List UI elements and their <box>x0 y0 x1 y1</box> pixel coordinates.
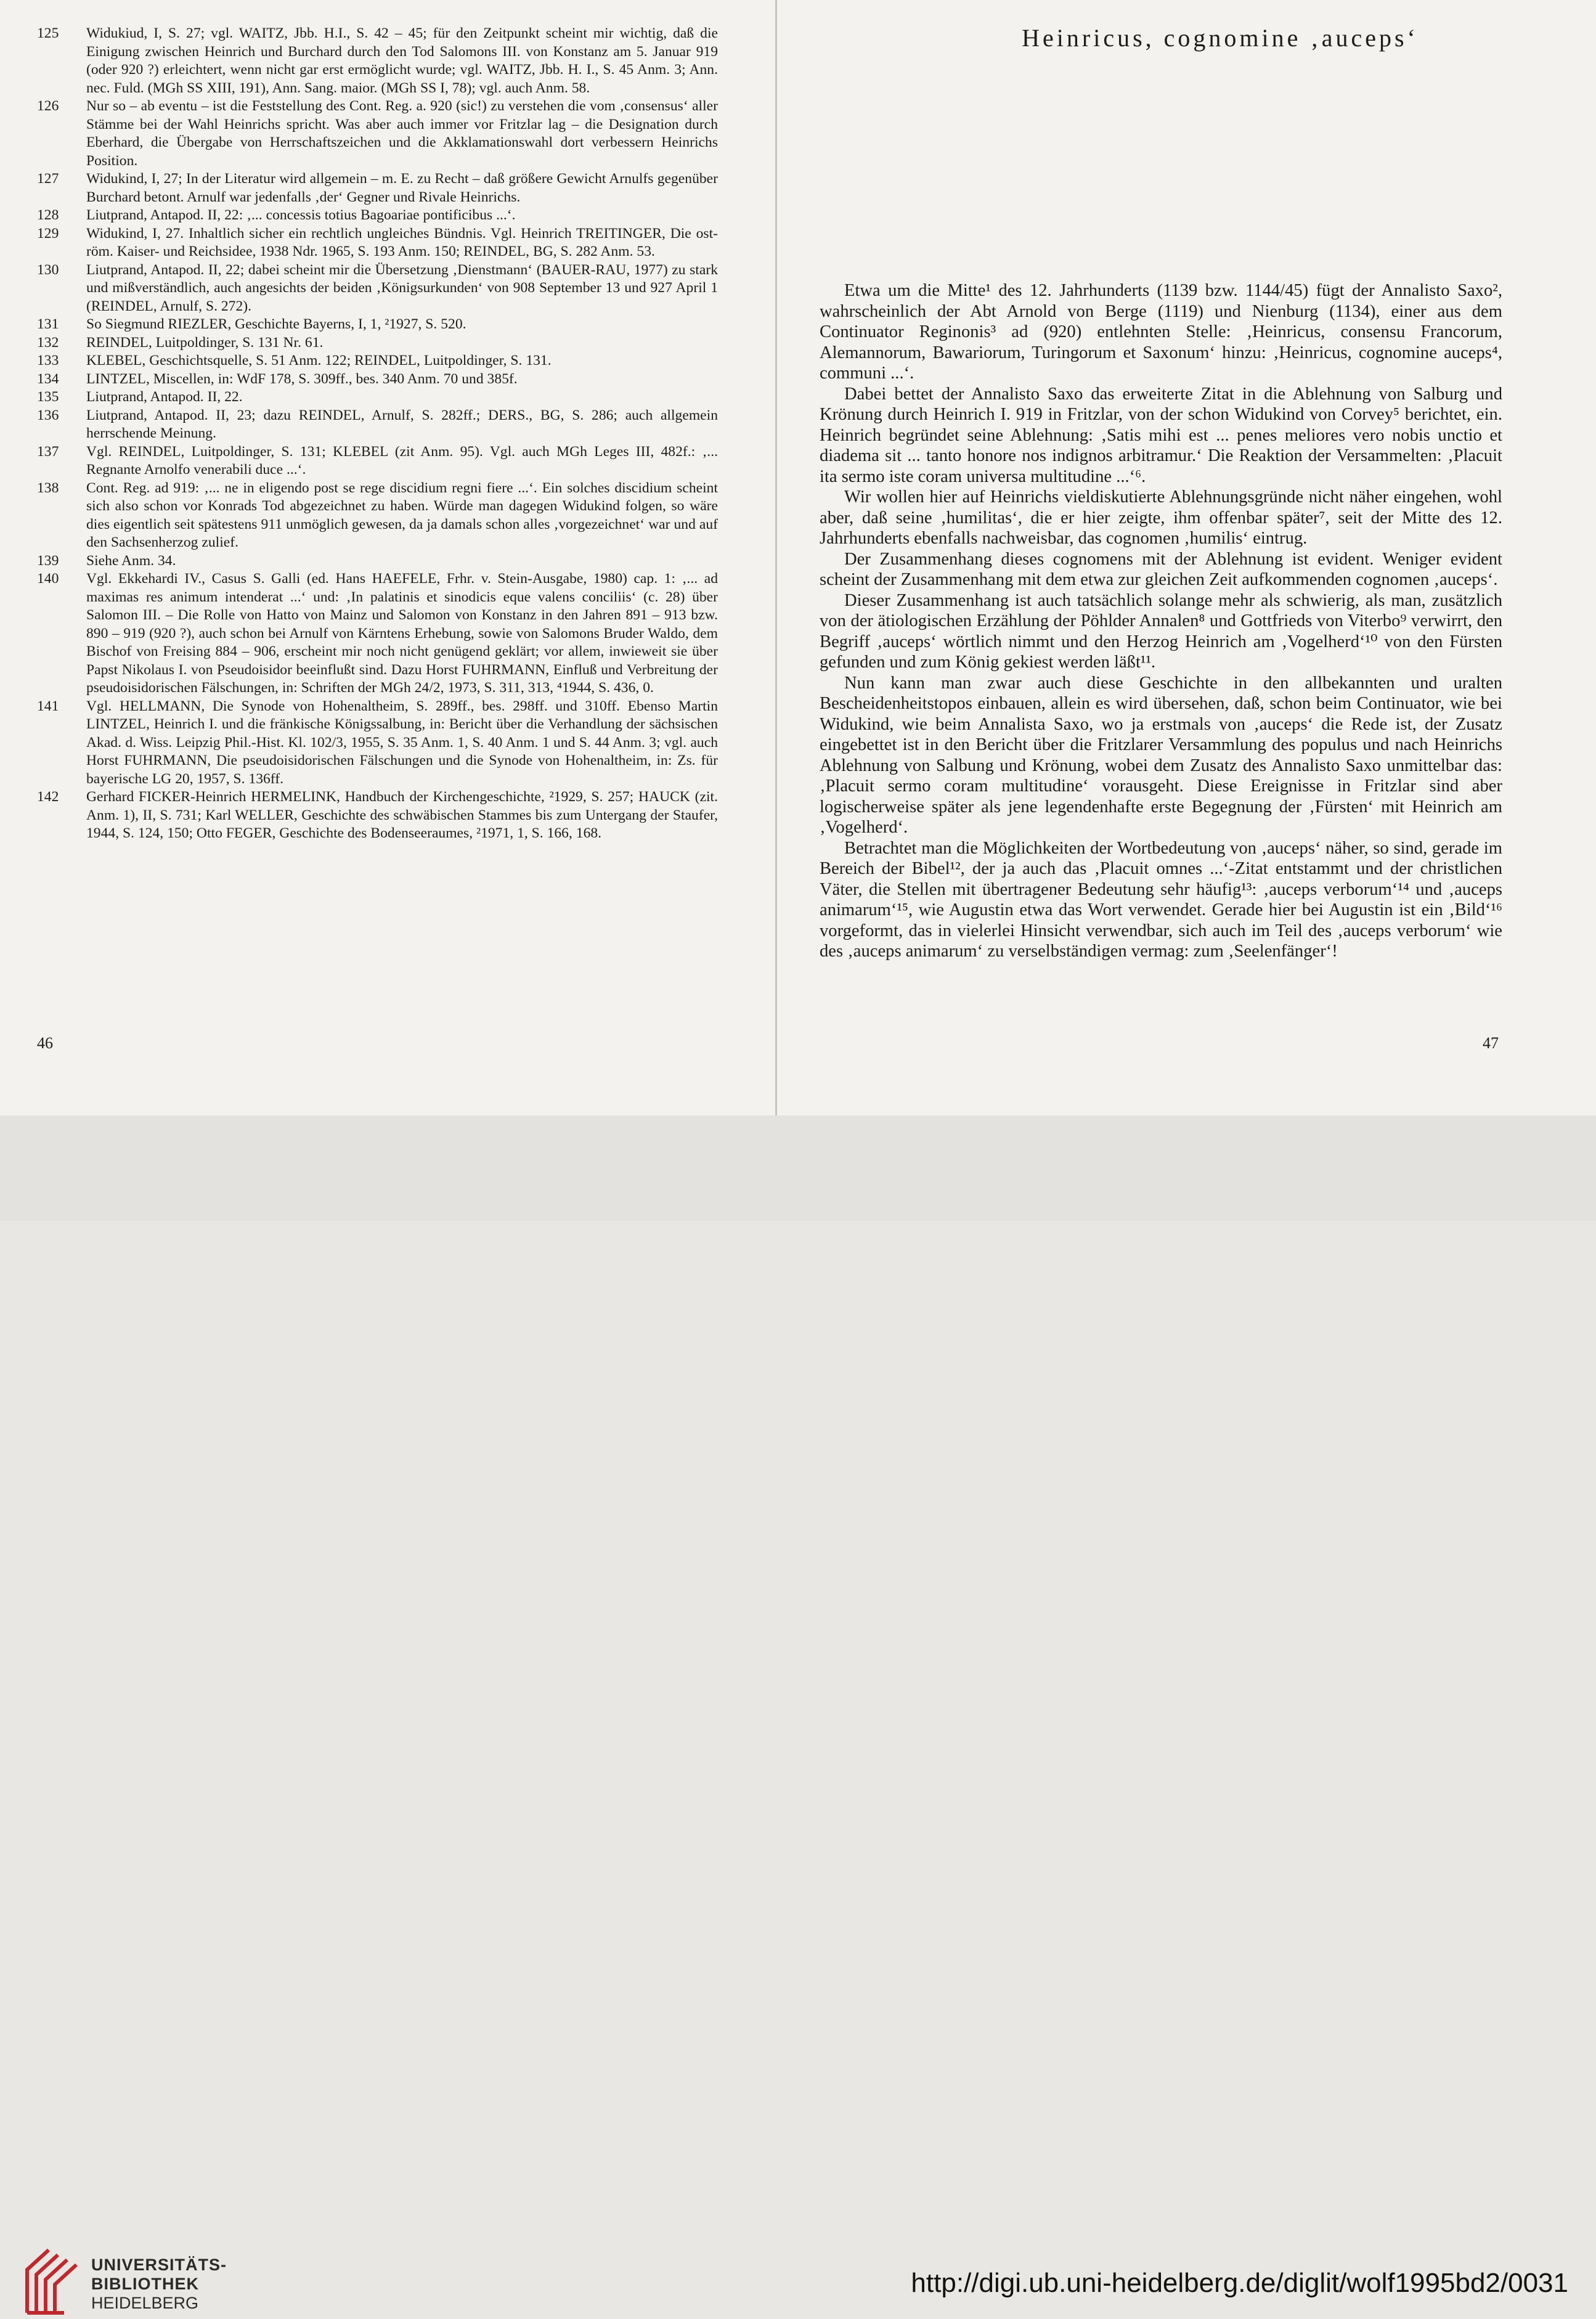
library-name <box>91 2256 227 2313</box>
body-paragraph: Dieser Zusammenhang ist auch tatsächlich solange mehr als schwierig, als man, zusätzlich von der ätiologischen Erzählung der Pöhlder Annalen⁸ und Gottfrieds von Viterbo⁹ verwirrt, den Begriff ‚auceps‘ wörtlich nimmt und den Herzog Heinrich am ‚Vogelherd‘¹⁰ von den Fürsten gefunden und zum König gekiest werden läßt¹¹. <box>820 590 1502 672</box>
footnote-number: 136 <box>37 407 59 423</box>
footnote-text: Widukind, I, 27. Inhaltlich sicher ein rechtlich ungleiches Bündnis. Vgl. Heinrich TREITINGER, Die ost-röm. Kaiser- und Reichsidee, 1938 Ndr. 1965, S. 193 Anm. 150; REINDEL, BG, S. 282 Anm. 53. <box>86 225 718 259</box>
footnote <box>37 206 718 225</box>
footnote <box>37 97 718 170</box>
footnote-number: 135 <box>37 389 59 405</box>
footnote-number: 131 <box>37 316 59 332</box>
running-head: Heinricus, cognomine ‚auceps‘ <box>1022 24 1419 52</box>
footnote <box>37 370 718 389</box>
right-page-number: 47 <box>1483 1034 1499 1052</box>
footnote <box>37 334 718 353</box>
left-page-footnotes <box>37 25 718 843</box>
footnote-text: Gerhard FICKER-Heinrich HERMELINK, Handbuch der Kirchengeschichte, ²1929, S. 257; HAUCK (zit. Anm. 1), II, S. 731; Karl WELLER, Geschichte des schwäbischen Stammes bis zum Untergang der Staufer, 1944, S. 124, 150; Otto FEGER, Geschichte des Bodenseeraumes, ²1971, 1, S. 166, 168. <box>86 789 718 841</box>
footnote <box>37 352 718 370</box>
footnote-text: KLEBEL, Geschichtsquelle, S. 51 Anm. 122; REINDEL, Luitpoldinger, S. 131. <box>86 353 552 369</box>
footnote-text: Nur so – ab eventu – ist die Feststellung des Cont. Reg. a. 920 (sic!) zu verstehen die vom ‚consensus‘ aller Stämme bei der Wahl Heinrichs spricht. Was aber auch immer vor Fritzlar lag – die Designation durch Eberhard, die Übergabe von Herrschaftszeichen und die Akklamationswahl dort verbessern Heinrichs Position. <box>86 98 718 169</box>
footnote-text: Vgl. REINDEL, Luitpoldinger, S. 131; KLEBEL (zit Anm. 95). Vgl. auch MGh Leges III, 482f.: ‚... Regnante Arnolfo venerabili duce ...‘. <box>86 443 718 478</box>
page-url-link[interactable]: http://digi.ub.uni-heidelberg.de/diglit/wolf1995bd2/0031 <box>911 2268 1568 2298</box>
footnote-number: 129 <box>37 225 59 242</box>
footnote-text: Widukiud, I, S. 27; vgl. WAITZ, Jbb. H.I., S. 42 – 45; für den Zeitpunkt scheint mir wichtig, daß die Einigung zwischen Heinrich und Burchard durch den Tod Salomons III. von Konstanz am 5. Januar 919 (oder 920 ?) erleichtert, wenn nicht gar erst ermöglicht wurde; vgl. WAITZ, Jbb. H. I., S. 45 Anm. 3; Ann. nec. Fuld. (MGh SS XIII, 191), Ann. Sang. maior. (MGh SS I, 78); vgl. auch Anm. 58. <box>86 25 718 96</box>
footnote-text: LINTZEL, Miscellen, in: WdF 178, S. 309ff., bes. 340 Anm. 70 und 385f. <box>86 370 518 387</box>
body-paragraph: Dabei bettet der Annalisto Saxo das erweiterte Zitat in die Ablehnung von Salburg und Krönung durch Heinrich I. 919 in Fritzlar, von der schon Widukind von Corvey⁵ berichtet, ein. Heinrich begründet seine Ablehnung: ‚Satis mihi est ... penes meliores vero nobis unctio et diadema sit ... tanto honore nos indignos arbitramur.‘ Die Reaktion der Versammelten: ‚Placuit ita sermo iste coram universa multitudine ...‘⁶. <box>820 384 1502 486</box>
footnote <box>37 788 718 843</box>
footnote-text: Vgl. Ekkehardi IV., Casus S. Galli (ed. Hans HAEFELE, Frhr. v. Stein-Ausgabe, 1980) cap. 1: ‚... ad maximas res animum intenderat ...‘ und: ‚In palatinis et sinodicis eque valens conciliis‘ (c. 28) über Salomon III. – Die Rolle von Hatto von Mainz und Salomon von Konstanz in den Jahren 891 – 913 bzw. 890 – 919 (920 ?), auch schon bei Arnulf von Kärntens Erhebung, sowie von Salomons Bruder Waldo, dem Bischof von Freising 884 – 906, erscheint mir noch nicht genügend geklärt; vor allem, inwieweit sie über Papst Nikolaus I. von Pseudoisidor beeinflußt sind. Dazu Horst FUHRMANN, Einfluß und Verbreitung der pseudoisidorischen Fälschungen, in: Schriften der MGh 24/2, 1973, S. 311, 313, ⁴1944, S. 436, 0. <box>86 571 718 696</box>
footnote-number: 134 <box>37 370 59 387</box>
footnote-text: So Siegmund RIEZLER, Geschichte Bayerns, I, 1, ²1927, S. 520. <box>86 316 466 332</box>
footnote-text: Siehe Anm. 34. <box>86 552 176 569</box>
footnote-text: Liutprand, Antapod. II, 23; dazu REINDEL, Arnulf, S. 282ff.; DERS., BG, S. 286; auch allgemein herrschende Meinung. <box>86 407 718 441</box>
footnote-text: Liutprand, Antapod. II, 22. <box>86 389 243 405</box>
library-logo-icon <box>21 2245 89 2319</box>
footnote <box>37 552 718 571</box>
footnote <box>37 407 718 443</box>
footnote-number: 132 <box>37 334 59 351</box>
footnote-number: 139 <box>37 552 59 569</box>
library-name-line1: UNIVERSITÄTS- <box>91 2256 227 2274</box>
footnote <box>37 443 718 479</box>
right-page-body <box>820 280 1502 962</box>
footnote-number: 138 <box>37 479 59 496</box>
footnote-number: 126 <box>37 98 59 114</box>
footnote <box>37 261 718 316</box>
footnote <box>37 25 718 97</box>
book-spread <box>0 0 1596 1115</box>
body-paragraph: Betrachtet man die Möglichkeiten der Wortbedeutung von ‚auceps‘ näher, so sind, gerade im Bereich der Bibel¹², der ja auch das ‚Placuit omnes ...‘-Zitat entstammt und der christlichen Väter, die Stellen mit übertragener Bedeutung sehr häufig¹³: ‚auceps verborum‘¹⁴ und ‚auceps animarum‘¹⁵, wie Augustin etwa das Wort verwendet. Gerade hier bei Augustin ist ein ‚Bild‘¹⁶ vorgeformt, das in vielerlei Hinsicht verwendbar, sich auch im Teil des ‚auceps verborum‘ wie des ‚auceps animarum‘ zu verselbständigen vermag: zum ‚Seelenfänger‘! <box>820 838 1502 961</box>
footnote-number: 125 <box>37 25 59 41</box>
footnote <box>37 570 718 698</box>
footnote-text: Liutprand, Antapod. II, 22; dabei scheint mir die Übersetzung ‚Dienstmann‘ (BAUER-RAU, 1977) zu stark und mißverständlich, auch angesichts der beiden ‚Königsurkunden‘ von 908 September 13 und 927 April 1 (REINDEL, Arnulf, S. 272). <box>86 261 718 314</box>
footnote <box>37 316 718 334</box>
footnote-number: 133 <box>37 353 59 369</box>
footnote-number: 142 <box>37 789 59 805</box>
library-name-line2: BIBLIOTHEK <box>91 2275 199 2293</box>
footnote-number: 137 <box>37 443 59 460</box>
footnote-number: 141 <box>37 698 59 714</box>
footnote-number: 127 <box>37 171 59 187</box>
footnote-number: 140 <box>37 571 59 587</box>
body-paragraph: Der Zusammenhang dieses cognomens mit der Ablehnung ist evident. Weniger evident scheint der Zusammenhang mit dem etwa zur gleichen Zeit aufkommenden cognomen ‚auceps‘. <box>820 549 1502 589</box>
footnote <box>37 225 718 261</box>
body-paragraph: Etwa um die Mitte¹ des 12. Jahrhunderts (1139 bzw. 1144/45) fügt der Annalisto Saxo², wahrscheinlich der Abt Arnold von Berge (1119) und Nienburg (1134), einer aus dem Continuator Reginonis³ ad (920) entlehnten Stelle: ‚Heinricus, consensu Francorum, Alemannorum, Bawariorum, Turingorum et Saxonum‘ hinzu: ‚Heinricus, cognomine auceps⁴, communi ...‘. <box>820 281 1502 383</box>
body-paragraph: Wir wollen hier auf Heinrichs vieldiskutierte Ablehnungsgründe nicht näher eingehen, wohl aber, daß seine ‚humilitas‘, die er hier zeigte, ihm offenbar später⁷, seit der Mitte des 12. Jahrhunderts ebenfalls nachweisbar, das cognomen ‚humilis‘ eintrug. <box>820 487 1502 548</box>
book-gutter <box>775 0 777 1115</box>
viewer-footer <box>0 1115 1596 2312</box>
footnote-number: 128 <box>37 207 59 223</box>
footnote <box>37 479 718 552</box>
footnote <box>37 170 718 206</box>
footnote-text: REINDEL, Luitpoldinger, S. 131 Nr. 61. <box>86 334 324 351</box>
footnote <box>37 388 718 407</box>
left-page-number: 46 <box>37 1034 53 1052</box>
footnote-text: Vgl. HELLMANN, Die Synode von Hohenaltheim, S. 289ff., bes. 298ff. und 310ff. Ebenso Martin LINTZEL, Heinrich I. und die fränkische Königssalbung, in: Bericht über die Verhandlung der sächsischen Akad. d. Wiss. Leipzig Phil.-Hist. Kl. 102/3, 1955, S. 35 Anm. 1, S. 40 Anm. 1 und S. 44 Anm. 3; vgl. auch Horst FUHRMANN, Die pseudoisidorischen Fälschungen und die Synode von Hohenaltheim, in: Zs. für bayerische LG 20, 1957, S. 136ff. <box>86 698 718 787</box>
footnote-number: 130 <box>37 261 59 278</box>
footnote-text: Widukind, I, 27; In der Literatur wird allgemein – m. E. zu Recht – daß größere Gewicht Arnulfs gegenüber Burchard betont. Arnulf war jedenfalls ‚der‘ Gegner und Rivale Heinrichs. <box>86 171 718 205</box>
library-name-line3: HEIDELBERG <box>91 2294 199 2312</box>
footnote-text: Cont. Reg. ad 919: ‚... ne in eligendo post se rege discidium regni fiere ...‘. Ein solches discidium scheint sich also schon vor Konrads Tod abgezeichnet zu haben. Würde man dagegen Widukind folgen, so wäre dies eigentlich seit spätestens 911 unmöglich gewesen, da ja damals schon alles ‚vorgezeichnet‘ war und auf den Sachsenherzog zulief. <box>86 479 718 550</box>
footnote <box>37 698 718 789</box>
body-paragraph: Nun kann man zwar auch diese Geschichte in den allbekannten und uralten Bescheidenheitstopos einbauen, allein es wird übersehen, daß, schon beim Continuator, wie bei Widukind, wie beim Annalista Saxo, wo ja erstmals von ‚auceps‘ die Rede ist, der Zusatz eingebettet ist in den Bericht über die Fritzlarer Versammlung des populus und nach Heinrichs Ablehnung von Salbung und Krönung, wobei dem Zusatz des Annalisto Saxo unmittelbar das: ‚Placuit sermo coram multitudine‘ vorausgeht. Diese Ereignisse in Fritzlar sind aber logischerweise später als jene legendenhafte erste Begegnung der ‚Fürsten‘ mit Heinrich am ‚Vogelherd‘. <box>820 673 1502 837</box>
footnote-text: Liutprand, Antapod. II, 22: ‚... concessis totius Bagoariae pontificibus ...‘. <box>86 207 516 223</box>
